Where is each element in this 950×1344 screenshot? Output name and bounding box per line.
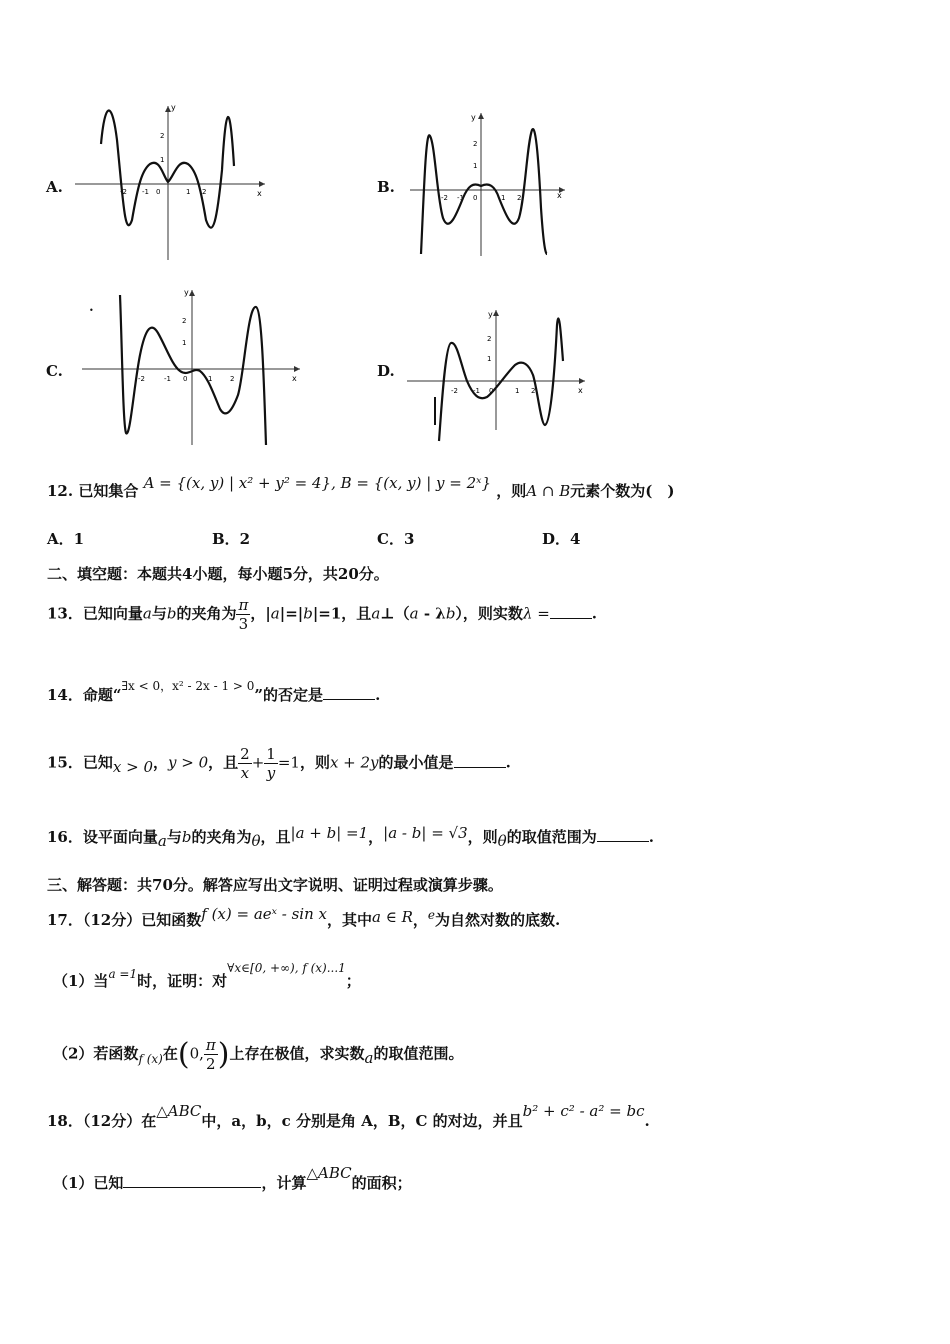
svg-text:y: y — [488, 310, 493, 319]
q15-sep: ， — [152, 753, 168, 772]
q15-cond-y: y > 0 — [168, 753, 209, 772]
q17-text-3: ， — [412, 911, 428, 929]
q18-s1-triangle: △ABC — [306, 1164, 352, 1182]
svg-text:2: 2 — [531, 387, 536, 395]
q15-text-4: 的最小值是 — [378, 753, 454, 772]
svg-text:1: 1 — [473, 162, 478, 170]
q18-text-1: 18．（12分）在 — [47, 1112, 157, 1130]
q17-text-4: 为自然对数的底数. — [435, 911, 561, 929]
svg-text:x: x — [257, 189, 262, 198]
option-d-label: D. — [377, 362, 395, 380]
q13-vec-a: a — [142, 604, 152, 623]
q17-text-1: 17．（12分）已知函数 — [47, 911, 202, 929]
svg-text:1: 1 — [182, 339, 187, 347]
svg-text:1: 1 — [487, 355, 492, 363]
q17-s1-text-2: 时，证明：对 — [137, 972, 228, 990]
q12-prefix: 12. 已知集合 — [47, 482, 139, 500]
q18-equation: b² + c² - a² = bc — [522, 1102, 645, 1120]
svg-text:2: 2 — [473, 140, 478, 148]
q15-f1-num: 2 — [240, 745, 250, 763]
q17-s2-text-3: 上存在极值，求实数 — [229, 1044, 365, 1063]
q12-set-a: A = {(x, y) | x² + y² = 4} — [143, 474, 332, 492]
q16-text-1: 16．设平面向量 — [47, 828, 158, 846]
svg-text:2: 2 — [230, 375, 235, 383]
q17-s2-frac-den: 2 — [206, 1055, 216, 1073]
q17-s2-a: a — [364, 1048, 374, 1067]
svg-text:2: 2 — [182, 317, 187, 325]
q12-option-b: B．2 — [212, 530, 251, 548]
q13-text-9: ），则实数 — [455, 604, 523, 623]
question-14 — [47, 679, 381, 705]
q18-s1-text-1: （1）已知 — [53, 1174, 124, 1192]
svg-text:2: 2 — [160, 132, 165, 140]
q17-part-2: （2）若函数$_{f (x)}$在(0, $\frac{\pi}{2}$ )上存在极值，求实数a的取值范围。 — [53, 1036, 464, 1073]
q14-proposition: ∃x < 0，x² - 2x - 1 > 0 — [121, 679, 255, 693]
svg-text:1: 1 — [208, 375, 213, 383]
q18-part-1 — [53, 1164, 412, 1193]
q16-text-3: 的夹角为 — [191, 828, 252, 846]
question-12: 12. 已知集合 A = {(x, y) | x² + y² = 4}, B = {(x, y) | y = 2ˣ} ，则A ∩ B元素个数为( ) — [47, 474, 675, 500]
question-15 — [47, 745, 511, 782]
svg-text:-2: -2 — [120, 188, 127, 196]
svg-text:-2: -2 — [451, 387, 458, 395]
q18-s1-text-2: ，计算 — [261, 1174, 307, 1192]
option-b-label: B. — [377, 178, 395, 196]
q16-theta: θ — [251, 832, 261, 850]
q15-plus: + — [251, 753, 265, 772]
svg-text:-1: -1 — [164, 375, 171, 383]
q15-text-2: ，且 — [208, 753, 239, 772]
q15-frac-1 — [238, 745, 252, 782]
q15-end: . — [505, 753, 511, 772]
q15-cond-x: x > 0 — [112, 757, 153, 776]
q17-condition: a ∈ R — [372, 908, 413, 926]
question-13 — [47, 596, 597, 633]
svg-text:x: x — [557, 191, 562, 200]
q16-text-5: ，则 — [467, 828, 498, 846]
q13-vec-a3: a — [371, 604, 381, 623]
svg-text:0: 0 — [183, 375, 188, 383]
q16-text-6: 的取值范围为 — [506, 828, 597, 846]
q17-e: e — [427, 908, 436, 922]
q12-set-b: B = {(x, y) | y = 2ˣ} — [340, 474, 492, 492]
q15-answer-blank[interactable] — [454, 753, 506, 768]
q12-expr: A ∩ B — [526, 482, 571, 500]
svg-text:-2: -2 — [138, 375, 145, 383]
q18-end: . — [644, 1112, 650, 1130]
q13-vec-a2: a — [270, 604, 280, 623]
q17-s1-expr: ∀x∈[0, +∞), f (x)...1 — [227, 961, 346, 975]
q15-f2-den: y — [266, 764, 276, 782]
q17-s1-a: a =1 — [108, 967, 138, 981]
q16-text-2: 与 — [166, 828, 182, 846]
graph-c — [80, 285, 305, 450]
q13-text-4: ，| — [250, 604, 271, 623]
q16-answer-blank[interactable] — [597, 827, 649, 842]
q15-text-1: 15．已知 — [47, 753, 113, 772]
q13-angle-fraction — [236, 596, 250, 633]
q13-text-2: 与 — [151, 604, 167, 623]
q15-text-3: ，则 — [299, 753, 330, 772]
svg-text:y: y — [471, 113, 476, 122]
q15-expr: x + 2y — [329, 753, 379, 772]
q17-s2-text-4: 的取值范围。 — [373, 1044, 464, 1063]
q12-suffix: 元素个数为( ) — [570, 482, 675, 500]
q13-frac-num: π — [238, 596, 249, 614]
q13-text-1: 13．已知向量 — [47, 604, 143, 623]
q16-theta-2: θ — [497, 832, 507, 850]
svg-text:y: y — [171, 103, 176, 112]
q13-vec-b3: b — [445, 604, 456, 623]
q14-text-2: ”的否定是 — [254, 686, 324, 704]
q17-text-2: ，其中 — [326, 911, 372, 929]
q18-triangle: △ABC — [156, 1102, 202, 1120]
section-2-heading: 二、填空题：本题共4小题，每小题5分，共20分。 — [47, 565, 389, 583]
section-3-heading: 三、解答题：共70分。解答应写出文字说明、证明过程或演算步骤。 — [47, 876, 503, 894]
q13-text-5: |=| — [279, 604, 304, 623]
svg-text:-1: -1 — [473, 387, 480, 395]
q13-vec-a4: a — [409, 604, 419, 623]
q16-vec-a: a — [157, 832, 167, 850]
graph-a — [70, 100, 280, 265]
svg-text:0: 0 — [156, 188, 161, 196]
svg-text:1: 1 — [515, 387, 520, 395]
q13-text-7: ⊥（ — [380, 604, 410, 623]
q16-text-4: ，且 — [260, 828, 291, 846]
svg-text:x: x — [292, 374, 297, 383]
q17-s2-interval-fraction — [204, 1036, 218, 1073]
q14-answer-blank[interactable] — [323, 685, 375, 700]
q14-end: . — [375, 686, 381, 704]
svg-text:x: x — [578, 386, 583, 395]
q16-vec-b: b — [181, 828, 192, 846]
q12-mid: ，则 — [496, 482, 527, 500]
svg-text:-1: -1 — [457, 194, 464, 202]
q18-text-2: 中，a，b，c 分别是角 A，B，C 的对边，并且 — [201, 1112, 523, 1130]
q17-s1-end: ； — [345, 972, 361, 990]
svg-text:1: 1 — [501, 194, 506, 202]
q13-frac-den: 3 — [238, 615, 249, 633]
svg-text:y: y — [184, 288, 189, 297]
svg-text:2: 2 — [202, 188, 207, 196]
q12-option-c: C．3 — [377, 530, 415, 548]
q13-vec-b: b — [166, 604, 177, 623]
q14-text-1: 14．命题“ — [47, 686, 122, 704]
q16-eq-2: |a - b| = √3 — [383, 824, 468, 842]
q13-lambda: λ = — [522, 604, 550, 623]
q16-comma: ， — [368, 828, 384, 846]
q13-text-3: 的夹角为 — [176, 604, 237, 623]
svg-text:1: 1 — [160, 156, 165, 164]
option-c-label: C. — [46, 362, 63, 380]
q15-f1-den: x — [240, 764, 250, 782]
q17-s1-text-1: （1）当 — [53, 972, 109, 990]
q17-function: f (x) = aeˣ - sin x — [201, 905, 327, 923]
q17-s2-f: f (x) — [138, 1051, 163, 1066]
question-18 — [47, 1102, 650, 1131]
q17-s2-interval-left: 0, — [189, 1044, 204, 1063]
question-16 — [47, 824, 654, 850]
question-17 — [47, 905, 561, 930]
q18-s1-text-3: 的面积； — [351, 1174, 412, 1192]
svg-text:-2: -2 — [441, 194, 448, 202]
svg-text:-1: -1 — [142, 188, 149, 196]
q16-eq-1: |a + b| =1 — [290, 824, 369, 842]
q17-s2-text-2: 在 — [162, 1044, 178, 1063]
option-a-label: A. — [46, 178, 63, 196]
q15-eq: =1 — [277, 753, 300, 772]
stray-dot: • — [89, 306, 94, 315]
q18-s1-blank[interactable] — [123, 1173, 261, 1188]
q13-text-8: - λ — [418, 604, 446, 623]
q12-option-d: D．4 — [542, 530, 581, 548]
q17-s2-text-1: （2）若函数 — [53, 1044, 139, 1063]
svg-text:0: 0 — [473, 194, 478, 202]
q16-end: . — [648, 828, 654, 846]
q13-text-6: |=1，且 — [312, 604, 372, 623]
q13-vec-b2: b — [303, 604, 313, 623]
svg-text:2: 2 — [517, 194, 522, 202]
q15-frac-2 — [264, 745, 278, 782]
q13-answer-blank[interactable] — [550, 604, 592, 619]
graph-b — [405, 108, 570, 258]
svg-text:0: 0 — [489, 387, 494, 395]
q13-end: . — [591, 604, 598, 623]
graph-d — [405, 305, 590, 450]
q17-s2-frac-num: π — [205, 1036, 216, 1054]
q15-f2-num: 1 — [266, 745, 276, 763]
svg-text:1: 1 — [186, 188, 191, 196]
svg-text:2: 2 — [487, 335, 492, 343]
q12-option-a: A．1 — [47, 530, 85, 548]
